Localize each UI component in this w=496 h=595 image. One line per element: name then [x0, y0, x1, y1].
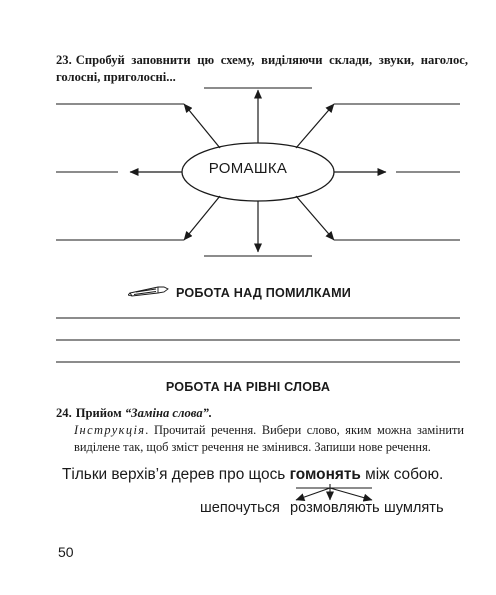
example-sentence: [62, 466, 443, 484]
word-section-heading: РОБОТА НА РІВНІ СЛОВА: [165, 380, 331, 394]
center-word: РОМАШКА: [208, 160, 288, 177]
task-23-number: 23.: [56, 53, 72, 67]
errors-section-heading: РОБОТА НАД ПОМИЛКАМИ: [176, 286, 352, 300]
arrow-up-right: [296, 104, 334, 148]
arrow-down-left: [184, 196, 220, 240]
synonym-option-3: шумлять: [384, 500, 444, 516]
arrow-up-left: [184, 104, 220, 148]
synonym-arrow-left: [296, 488, 330, 500]
task-24-instruction: [74, 422, 464, 455]
instruction-label: Інструкція.: [74, 423, 150, 437]
page-number: 50: [58, 544, 74, 560]
highlighted-word: гомонять: [289, 466, 361, 483]
synonym-arrow-right: [330, 488, 372, 500]
task-24-number: 24.: [56, 406, 72, 420]
sentence-before: Тільки верхів’я дерев про щось: [62, 466, 290, 483]
arrow-down-right: [296, 196, 334, 240]
instruction-text: Прочитай речення. Вибери слово, яким можна замінити виділене так, щоб зміст речення не змінився. Запиши нове речення.: [74, 423, 464, 454]
synonym-option-1: шепочуться: [200, 500, 280, 516]
sentence-after: між собою.: [360, 466, 444, 483]
task-24-title-prefix: Прийом: [75, 406, 122, 420]
task-24-title: [56, 406, 212, 421]
task-24-title-name: “Заміна слова”.: [124, 406, 213, 420]
pencil-icon: [128, 284, 170, 298]
task-23-instruction: Спробуй заповнити цю схему, виділяючи склади, звуки, наголос, голосні, приголосні...: [56, 53, 468, 84]
synonym-option-2: розмовляють: [290, 500, 380, 516]
